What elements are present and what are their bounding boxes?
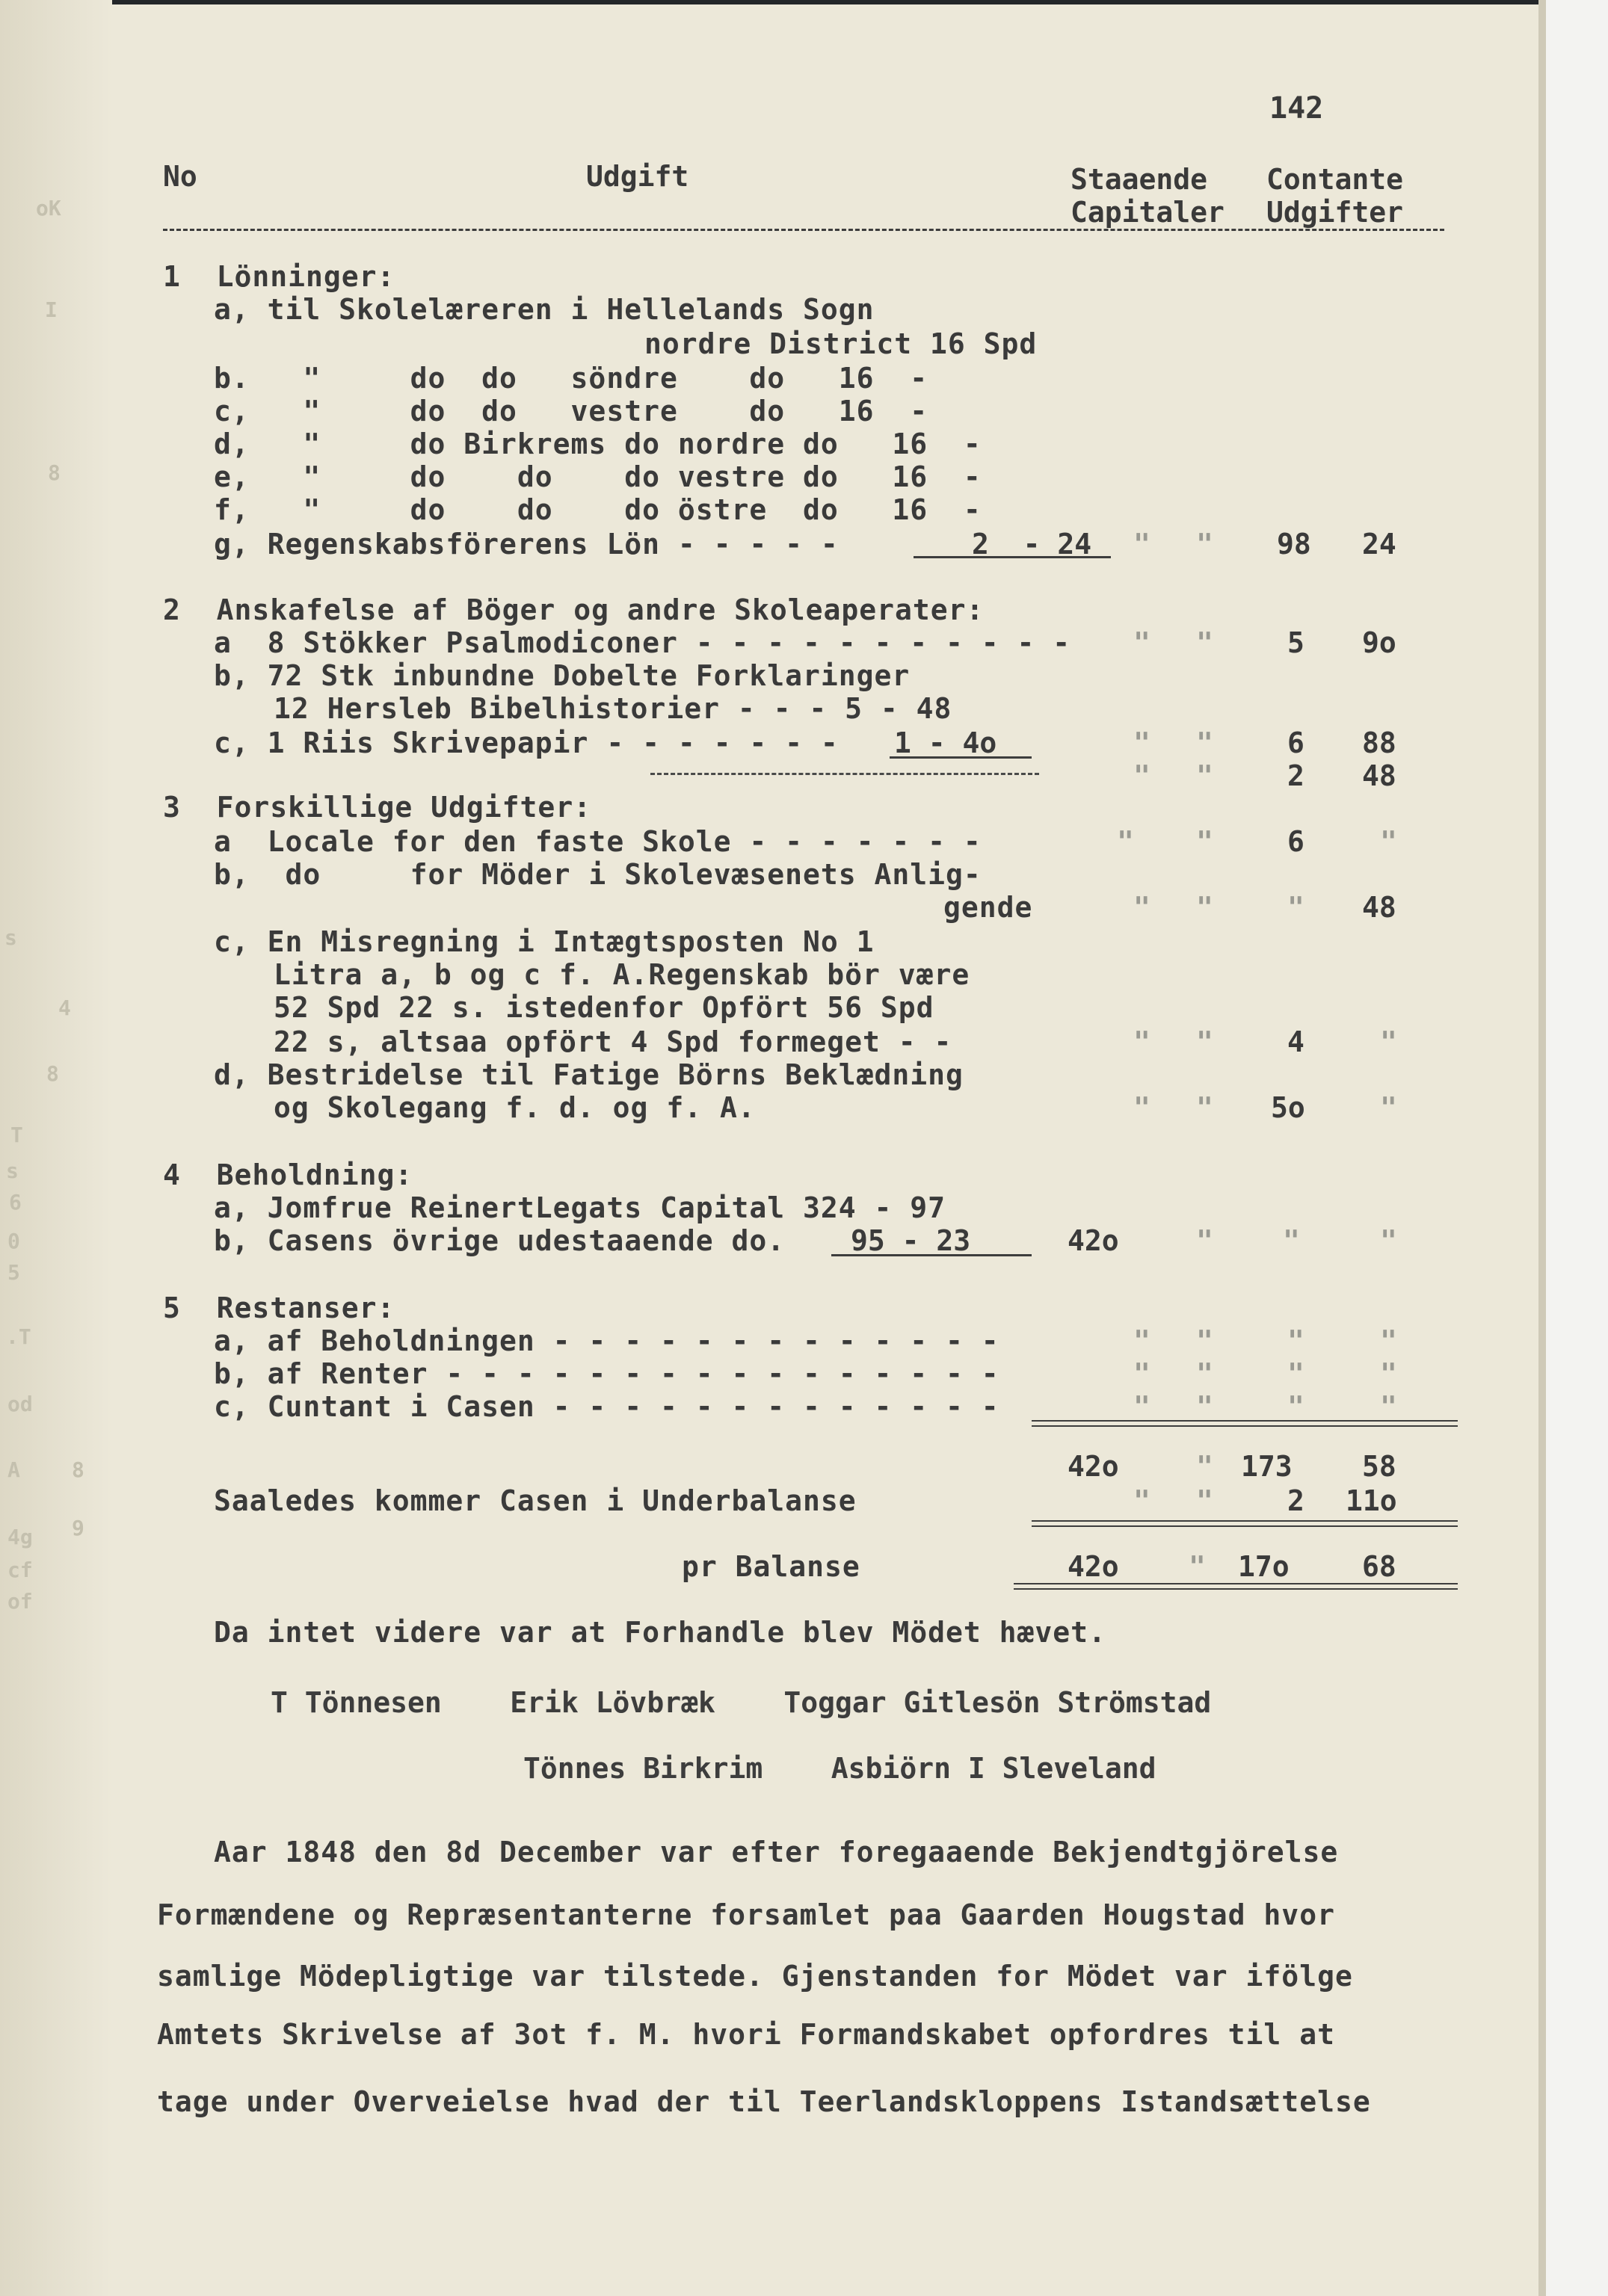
ditto-mark: " (1133, 1091, 1150, 1124)
s2-c-spd: 6 (1287, 726, 1304, 759)
s2-item-b-cont: 12 Hersleb Bibelhistorier - - - 5 - 48 (274, 692, 952, 725)
bleed-text: 5 (7, 1260, 20, 1285)
margin-bleed-through (0, 0, 112, 2296)
top-edge (0, 0, 1546, 4)
ditto-mark: " (1380, 1390, 1397, 1423)
bleed-text: 8 (46, 1061, 59, 1086)
s1-item-d: d, " do Birkrems do nordre do 16 - (214, 428, 982, 460)
bleed-text: 8 (48, 460, 61, 485)
s1-item-f: f, " do do do östre do 16 - (214, 493, 982, 526)
underbalance-spd: 2 (1287, 1484, 1304, 1517)
ditto-mark: " (1133, 759, 1150, 792)
ditto-mark: " (1380, 1324, 1397, 1357)
ditto-mark: " (1196, 759, 1213, 792)
ditto-mark: " (1380, 1357, 1397, 1390)
bleed-text: 8 (72, 1457, 84, 1482)
signatures-line-1: T Tönnesen Erik Lövbræk Toggar Gitlesön Strömstad (271, 1686, 1212, 1719)
ditto-mark: " (1189, 1550, 1206, 1583)
s3-item-d-cont: og Skolegang f. d. og f. A. (274, 1091, 756, 1124)
subtotal-rule (831, 1254, 1032, 1256)
paragraph-line: Amtets Skrivelse af 3ot f. M. hvori Formandskabet opfordres til at (157, 2018, 1335, 2051)
col-header-contante: Contante (1266, 163, 1404, 196)
bleed-text: I (45, 297, 58, 322)
dash-line (650, 773, 1039, 775)
s1-item-c: c, " do do vestre do 16 - (214, 395, 928, 428)
bleed-text: oK (36, 196, 61, 220)
s2-a-spd: 5 (1287, 626, 1304, 659)
s1-item-a: a, til Skolelæreren i Hellelands Sogn (214, 293, 875, 326)
paragraph-line: samlige Mödepligtige var tilstede. Gjenstanden for Mödet var ifölge (157, 1960, 1353, 1993)
s4-b-amount: 95 - 23 (851, 1224, 971, 1257)
ditto-mark: " (1380, 1091, 1397, 1124)
ditto-mark: " (1133, 1357, 1150, 1390)
bleed-text: .T (6, 1324, 31, 1349)
s1-skilling: 24 (1362, 528, 1396, 561)
balance-spd: 17o (1238, 1550, 1290, 1583)
ditto-mark: " (1196, 1390, 1213, 1423)
s3-a-spd: 6 (1287, 825, 1304, 858)
ditto-mark: " (1133, 726, 1150, 759)
total-rule (1014, 1583, 1458, 1590)
ditto-mark: " (1287, 891, 1304, 924)
ditto-mark: " (1133, 1390, 1150, 1423)
ditto-mark: " (1196, 1357, 1213, 1390)
ditto-mark: " (1380, 1224, 1397, 1257)
ditto-mark: " (1196, 1025, 1213, 1058)
ditto-mark: " (1380, 825, 1397, 858)
page-number: 142 (1269, 91, 1324, 126)
s2-item-b: b, 72 Stk inbundne Dobelte Forklaringer (214, 659, 911, 692)
ditto-mark: " (1287, 1324, 1304, 1357)
s2-total-skilling: 48 (1362, 759, 1396, 792)
sum-spd: 173 (1241, 1450, 1293, 1483)
s3-c-spd: 4 (1287, 1025, 1304, 1058)
subtotal-rule (890, 756, 1032, 759)
paragraph-line: tage under Overveielse hvad der til Teerlandskloppens Istandsættelse (157, 2085, 1371, 2118)
ditto-mark: " (1133, 1324, 1150, 1357)
section-1-title: 1 Lönninger: (163, 260, 395, 293)
bleed-text: 4 (58, 996, 71, 1020)
ditto-mark: " (1133, 1484, 1150, 1517)
balance-skilling: 68 (1362, 1550, 1396, 1583)
ditto-mark: " (1196, 528, 1213, 561)
header-rule (163, 229, 1444, 231)
s3-item-b-cont: gende (943, 891, 1033, 924)
ditto-mark: " (1283, 1224, 1300, 1257)
ditto-mark: " (1133, 1025, 1150, 1058)
col-header-udgift: Udgift (586, 160, 689, 193)
s1-item-a-cont: nordre District 16 Spd (644, 327, 1038, 360)
bleed-text: 4g (7, 1525, 33, 1549)
background-strip (1546, 0, 1608, 2296)
ditto-mark: " (1196, 1484, 1213, 1517)
s2-a-skilling: 9o (1362, 626, 1396, 659)
s5-item-c: c, Cuntant i Casen - - - - - - - - - - - - - (214, 1390, 999, 1423)
balance-capital: 42o (1068, 1550, 1119, 1583)
col-header-no: No (163, 160, 197, 193)
bleed-text: od (7, 1392, 33, 1416)
s1-subtotal: 2 - 24 (972, 528, 1092, 561)
s4-capital: 42o (1068, 1224, 1119, 1257)
ditto-mark: " (1133, 891, 1150, 924)
s1-item-e: e, " do do do vestre do 16 - (214, 460, 982, 493)
s3-item-c: c, En Misregning i Intægtsposten No 1 (214, 925, 875, 958)
paragraph-line: Formændene og Repræsentanterne forsamlet paa Gaarden Hougstad hvor (157, 1898, 1335, 1931)
s2-item-c: c, 1 Riis Skrivepapir - - - - - - - (214, 726, 839, 759)
bleed-text: T (10, 1123, 23, 1147)
closing-line: Da intet videre var at Forhandle blev Mödet hævet. (214, 1616, 1106, 1649)
s3-d-spd: 5o (1271, 1091, 1305, 1124)
s3-item-a: a Locale for den faste Skole - - - - - - - (214, 825, 982, 858)
s2-total-spd: 2 (1287, 759, 1304, 792)
section-5-title: 5 Restanser: (163, 1292, 395, 1324)
underbalance-skilling: 11o (1346, 1484, 1397, 1517)
section-4-title: 4 Beholdning: (163, 1158, 413, 1191)
balance-label: pr Balanse (682, 1550, 860, 1583)
paragraph-line: Aar 1848 den 8d December var efter foregaaende Bekjendtgjörelse (214, 1836, 1339, 1868)
ditto-mark: " (1196, 626, 1213, 659)
section-3-title: 3 Forskillige Udgifter: (163, 791, 592, 824)
ditto-mark: " (1196, 1091, 1213, 1124)
s1-item-b: b. " do do söndre do 16 - (214, 362, 928, 395)
total-rule (1032, 1420, 1458, 1427)
s2-c-skilling: 88 (1362, 726, 1396, 759)
s3-item-c-cont: Litra a, b og c f. A.Regenskab bör være (274, 958, 970, 991)
ditto-mark: " (1196, 1324, 1213, 1357)
bleed-text: 0 (7, 1229, 20, 1253)
ditto-mark: " (1380, 1025, 1397, 1058)
s4-item-a: a, Jomfrue ReinertLegats Capital 324 - 97 (214, 1191, 946, 1224)
ditto-mark: " (1196, 1450, 1213, 1483)
section-2-title: 2 Anskafelse af Böger og andre Skoleaperater: (163, 593, 985, 626)
s3-item-c-cont: 22 s, altsaa opfört 4 Spd formeget - - (274, 1025, 952, 1058)
signatures-line-2: Tönnes Birkrim Asbiörn I Sleveland (523, 1752, 1156, 1785)
s1-item-g: g, Regenskabsförerens Lön - - - - - (214, 528, 839, 561)
s3-b-skilling: 48 (1362, 891, 1396, 924)
s1-spd: 98 (1277, 528, 1311, 561)
col-header-staaende: Staaende (1071, 163, 1208, 196)
bleed-text: A (7, 1457, 20, 1482)
bleed-text: s (4, 925, 17, 950)
bleed-text: 9 (72, 1516, 84, 1540)
col-header-udgifter: Udgifter (1266, 196, 1404, 229)
ditto-mark: " (1196, 825, 1213, 858)
s4-item-b: b, Casens övrige udestaaende do. (214, 1224, 786, 1257)
sum-skilling: 58 (1362, 1450, 1396, 1483)
s3-item-c-cont: 52 Spd 22 s. istedenfor Opfört 56 Spd (274, 991, 934, 1024)
s2-c-amount: 1 - 4o (894, 726, 997, 759)
ditto-mark: " (1287, 1357, 1304, 1390)
ditto-mark: " (1196, 726, 1213, 759)
s5-item-b: b, af Renter - - - - - - - - - - - - - - - - (214, 1357, 999, 1390)
bleed-text: 6 (9, 1190, 22, 1215)
ditto-mark: " (1117, 825, 1134, 858)
underbalance-label: Saaledes kommer Casen i Underbalanse (214, 1484, 857, 1517)
bleed-text: of (7, 1589, 33, 1614)
ditto-mark: " (1196, 891, 1213, 924)
ditto-mark: " (1133, 528, 1150, 561)
s3-item-b: b, do for Möder i Skolevæsenets Anlig- (214, 858, 982, 891)
ditto-mark: " (1133, 626, 1150, 659)
bleed-text: cf (7, 1558, 33, 1582)
total-rule (1032, 1520, 1458, 1527)
ditto-mark: " (1287, 1390, 1304, 1423)
s2-item-a: a 8 Stökker Psalmodiconer - - - - - - - - - - - (214, 626, 1071, 659)
s5-item-a: a, af Beholdningen - - - - - - - - - - - - - (214, 1324, 999, 1357)
bleed-text: s (6, 1158, 19, 1183)
col-header-capitaler: Capitaler (1071, 196, 1225, 229)
s3-item-d: d, Bestridelse til Fatige Börns Beklædning (214, 1058, 964, 1091)
ditto-mark: " (1196, 1224, 1213, 1257)
sum-capital: 42o (1068, 1450, 1119, 1483)
